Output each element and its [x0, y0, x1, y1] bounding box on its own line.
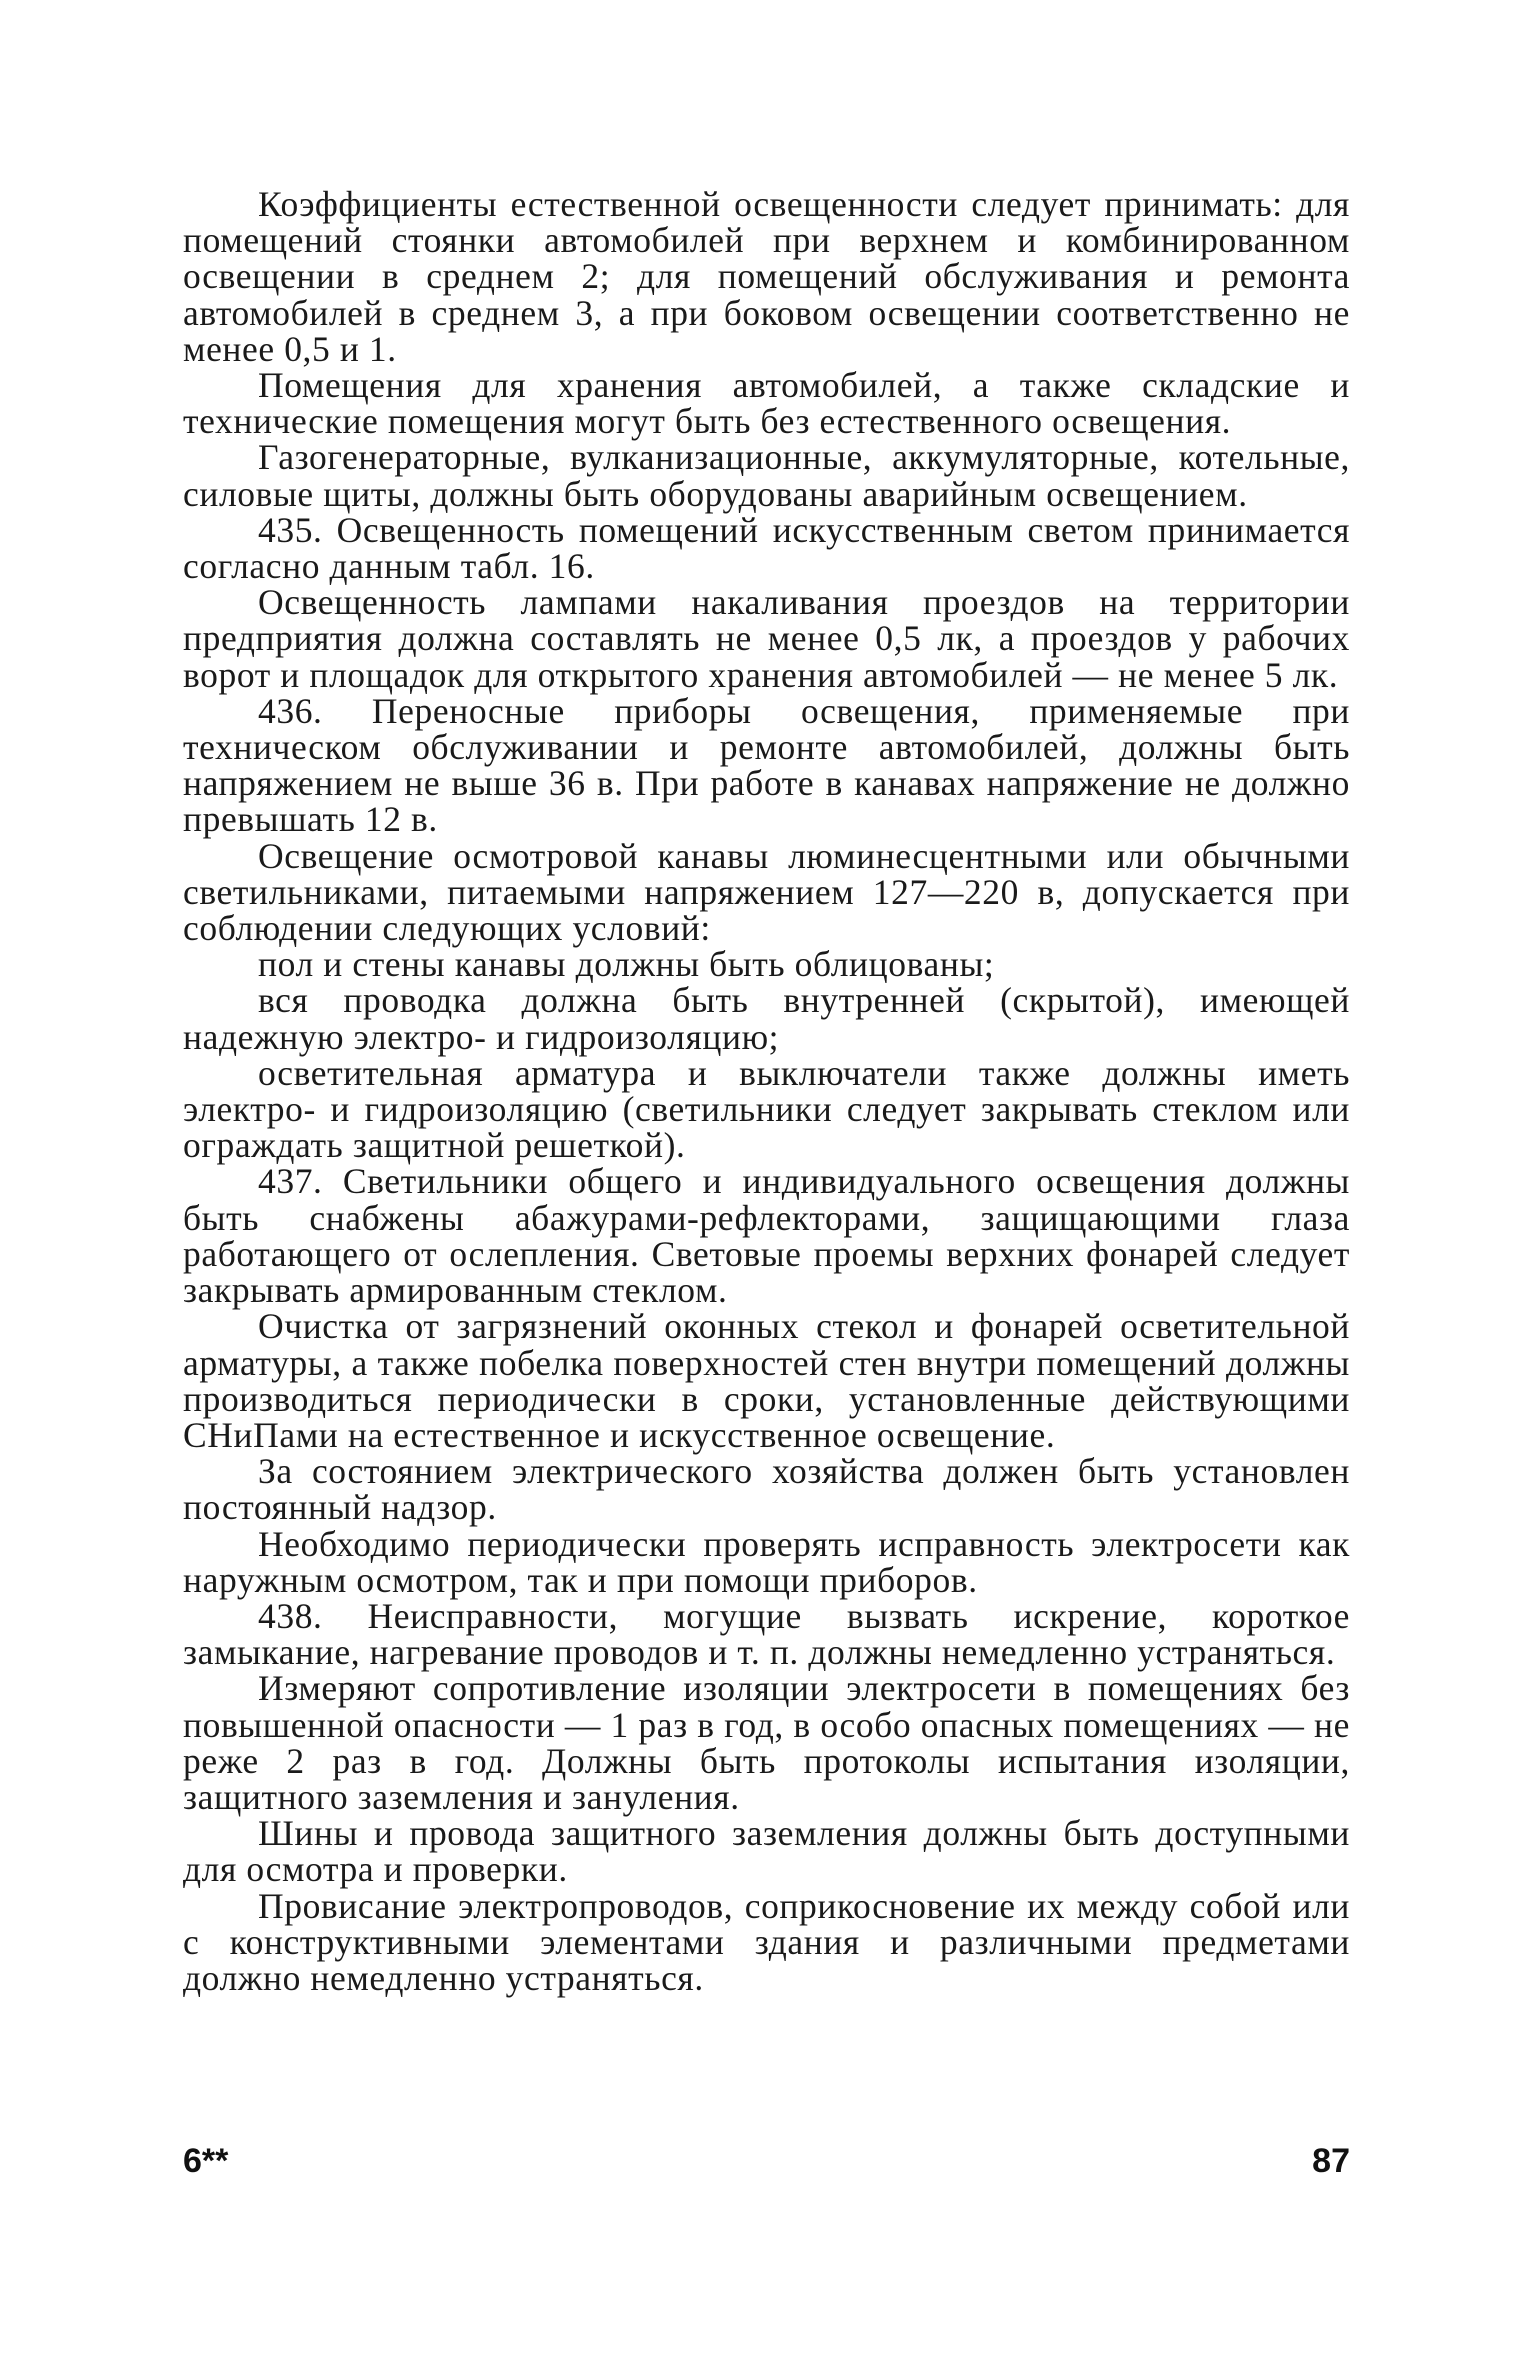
paragraph: 437. Светильники общего и индивидуального освещения должны быть снабжены абажурами-рефлекторами, защищающими глаза работающего от ослепления. Световые проемы верхних фонарей следует закрывать армированным стеклом.	[183, 1161, 1350, 1311]
page-number: 87	[1312, 2142, 1350, 2180]
page-footer	[183, 2142, 1350, 2192]
signature-mark: 6**	[183, 2142, 229, 2180]
paragraph: осветительная арматура и выключатели также должны иметь электро- и гидроизоляцию (светильники следует закрывать стеклом или ограждать защитной решеткой).	[183, 1052, 1350, 1166]
paragraph: 438. Неисправности, могущие вызвать искрение, короткое замыкание, нагревание проводов и т. п. должны немедленно устраняться.	[183, 1595, 1350, 1673]
paragraph: Освещение осмотровой канавы люминесцентными или обычными светильниками, питаемыми напряжением 127—220 в, допускается при соблюдении следующих условий:	[183, 835, 1350, 949]
paragraph: 435. Освещенность помещений искусственным светом принимается согласно данным табл. 16.	[183, 509, 1350, 587]
paragraph: 436. Переносные приборы освещения, применяемые при техническом обслуживании и ремонте автомобилей, должны быть напряжением не выше 36 в. При работе в канавах напряжение не должно превышать 12 в.	[183, 690, 1350, 840]
page-body	[183, 186, 1350, 1996]
paragraph: Газогенераторные, вулканизационные, аккумуляторные, котельные, силовые щиты, должны быть оборудованы аварийным освещением.	[183, 437, 1350, 514]
paragraph: Освещенность лампами накаливания проездов на территории предприятия должна составлять не менее 0,5 лк, а проездов у рабочих ворот и площадок для открытого хранения автомобилей — не менее 5 лк.	[183, 582, 1350, 695]
paragraph: Коэффициенты естественной освещенности следует принимать: для помещений стоянки автомобилей при верхнем и комбинированном освещении в среднем 2; для помещений обслуживания и ремонта автомобилей в среднем 3, а при боковом освещении соответственно не менее 0,5 и 1.	[183, 184, 1350, 369]
paragraph: Необходимо периодически проверять исправность электросети как наружным осмотром, так и при помощи приборов.	[183, 1523, 1350, 1600]
paragraph: вся проводка должна быть внутренней (скрытой), имеющей надежную электро- и гидроизоляцию;	[183, 980, 1350, 1057]
paragraph: Измеряют сопротивление изоляции электросети в помещениях без повышенной опасности — 1 раз в год, в особо опасных помещениях — не реже 2 раз в год. Должны быть протоколы испытания изоляции, защитного заземления и зануления.	[183, 1668, 1350, 1817]
paragraph: пол и стены канавы должны быть облицованы;	[258, 944, 995, 985]
paragraph: Шины и провода защитного заземления должны быть доступными для осмотра и проверки.	[183, 1813, 1350, 1890]
paragraph: Очистка от загрязнений оконных стекол и фонарей осветительной арматуры, а также побелка поверхностей стен внутри помещений должны производиться периодически в сроки, установленные действующими СНиПами на естественное и искусственное освещение.	[183, 1306, 1350, 1455]
paragraph: Помещения для хранения автомобилей, а также складские и технические помещения могут быть без естественного освещения.	[183, 365, 1350, 442]
paragraph: Провисание электропроводов, соприкосновение их между собой или с конструктивными элементами здания и различными предметами должно немедленно устраняться.	[183, 1885, 1350, 1998]
paragraph: За состоянием электрического хозяйства должен быть установлен постоянный надзор.	[183, 1451, 1350, 1528]
